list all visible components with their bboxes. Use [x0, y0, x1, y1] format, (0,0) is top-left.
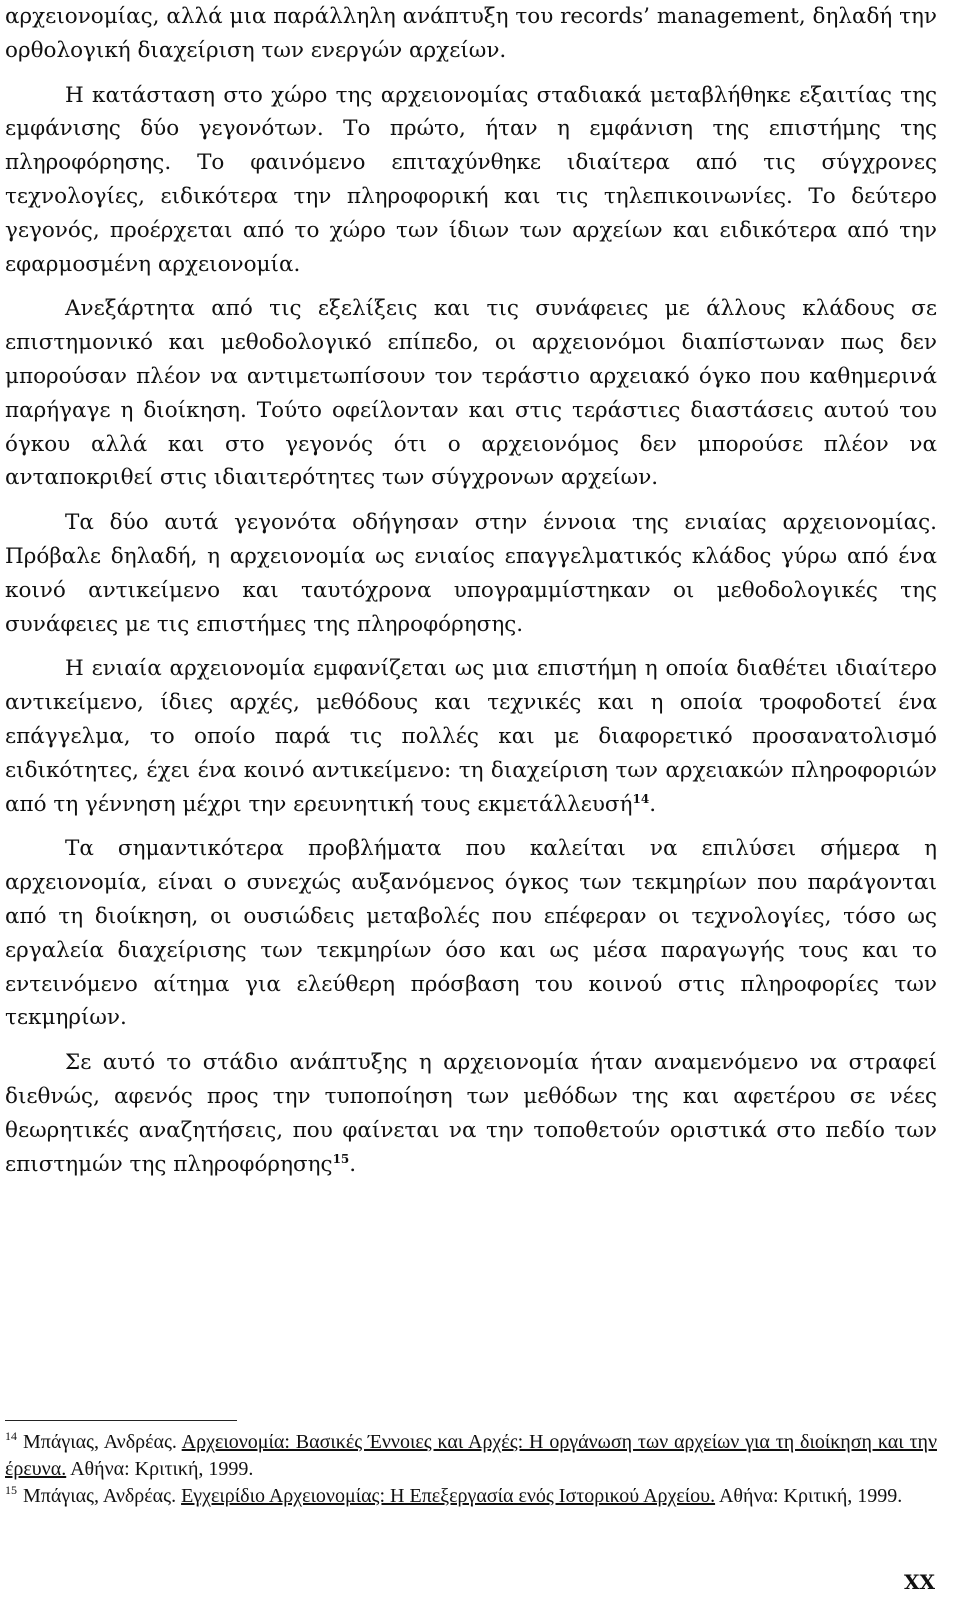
footnote	[5, 1483, 937, 1510]
footnote-title: Αρχειονομία: Βασικές Έννοιες και Αρχές: Η οργάνωση των αρχείων για τη διοίκηση και την έρευνα.	[5, 1431, 937, 1480]
paragraph: Ανεξάρτητα από τις εξελίξεις και τις συνάφειες με άλλους κλάδους σε επιστημονικό και μεθοδολογικό επίπεδο, οι αρχειονόμοι διαπίστωναν πως δεν μπορούσαν πλέον να αντιμετωπίσουν τον τεράστιο αρχειακό όγκο που καθημερινά παρήγαγε η διοίκηση. Τούτο οφείλονταν και στις τεράστιες διαστάσεις αυτού του όγκου αλλά και στο γεγονός ότι ο αρχειονόμος δεν μπορούσε πλέον να ανταποκριθεί στις ιδιαιτερότητες των σύγχρονων αρχείων.	[5, 296, 937, 491]
paragraph: Τα σημαντικότερα προβλήματα που καλείται να επιλύσει σήμερα η αρχειονομία, είναι ο συνεχώς αυξανόμενος όγκος των τεκμηρίων που παράγονται από τη διοίκηση, οι ουσιώδεις μεταβολές που επέφεραν οι τεχνολογίες, τόσο ως εργαλεία διαχείρισης των τεκμηρίων όσο και ως μέσα παραγωγής τους και το εντεινόμενο αίτημα για ελεύθερη πρόσβαση του κοινού στις πληροφορίες των τεκμηρίων.	[5, 836, 937, 1031]
footnote-number: 14	[5, 1429, 17, 1444]
page-number: XX	[903, 1570, 935, 1594]
footnote-publisher: Αθήνα: Κριτική, 1999.	[70, 1458, 254, 1480]
footnote-author: Μπάγιας, Ανδρέας.	[23, 1485, 177, 1507]
body-text	[5, 0, 937, 1192]
footnote-ref[interactable]: 14	[632, 791, 650, 806]
footnote	[5, 1429, 937, 1483]
footnote-number: 15	[5, 1483, 17, 1498]
footnote-ref[interactable]: 15	[332, 1151, 350, 1166]
paragraph: αρχειονομίας, αλλά μια παράλληλη ανάπτυξη του records’ management, δηλαδή την ορθολογική διαχείριση των ενεργών αρχείων.	[5, 4, 937, 63]
footnote-publisher: Αθήνα: Κριτική, 1999.	[718, 1485, 903, 1507]
footnote-divider	[5, 1420, 237, 1421]
paragraph: Η ενιαία αρχειονομία εμφανίζεται ως μια επιστήμη η οποία διαθέτει ιδιαίτερο αντικείμενο, ίδιες αρχές, μεθόδους και τεχνικές και η οποία τροφοδοτεί ένα επάγγελμα, το οποίο παρά τις πολλές και με διαφορετικό προσανατολισμό ειδικότητες, έχει ένα κοινό αντικείμενο: τη διαχείριση των αρχειακών πληροφοριών από τη γέννηση μέχρι την ερευνητική τους εκμετάλλευσή$^{14}$.	[5, 656, 937, 817]
footnotes	[5, 1429, 937, 1510]
footnote-author: Μπάγιας, Ανδρέας.	[23, 1431, 177, 1453]
paragraph: Σε αυτό το στάδιο ανάπτυξης η αρχειονομία ήταν αναμενόμενο να στραφεί διεθνώς, αφενός προς την τυποποίηση των μεθόδων της και αφετέρου σε νέες θεωρητικές αναζητήσεις, που φαίνεται να την τοποθετούν οριστικά στο πεδίο των επιστημών της πληροφόρησης$^{15}$.	[5, 1050, 937, 1177]
paragraph: Τα δύο αυτά γεγονότα οδήγησαν στην έννοια της ενιαίας αρχειονομίας. Πρόβαλε δηλαδή, η αρχειονομία ως ενιαίος επαγγελματικός κλάδος γύρω από ένα κοινό αντικείμενο και ταυτόχρονα υπογραμμίστηκαν οι μεθοδολογικές της συνάφειες με τις επιστήμες της πληροφόρησης.	[5, 510, 937, 637]
paragraph: Η κατάσταση στο χώρο της αρχειονομίας σταδιακά μεταβλήθηκε εξαιτίας της εμφάνισης δύο γεγονότων. Το πρώτο, ήταν η εμφάνιση της επιστήμης της πληροφόρησης. Το φαινόμενο επιταχύνθηκε ιδιαίτερα από τις σύγχρονες τεχνολογίες, ειδικότερα την πληροφορική και τις τηλεπικοινωνίες. Το δεύτερο γεγονός, προέρχεται από το χώρο των ίδιων των αρχείων και ειδικότερα από την εφαρμοσμένη αρχειονομία.	[5, 82, 937, 277]
footnote-title: Εγχειρίδιο Αρχειονομίας: Η Επεξεργασία ενός Ιστορικού Αρχείου.	[181, 1485, 716, 1507]
